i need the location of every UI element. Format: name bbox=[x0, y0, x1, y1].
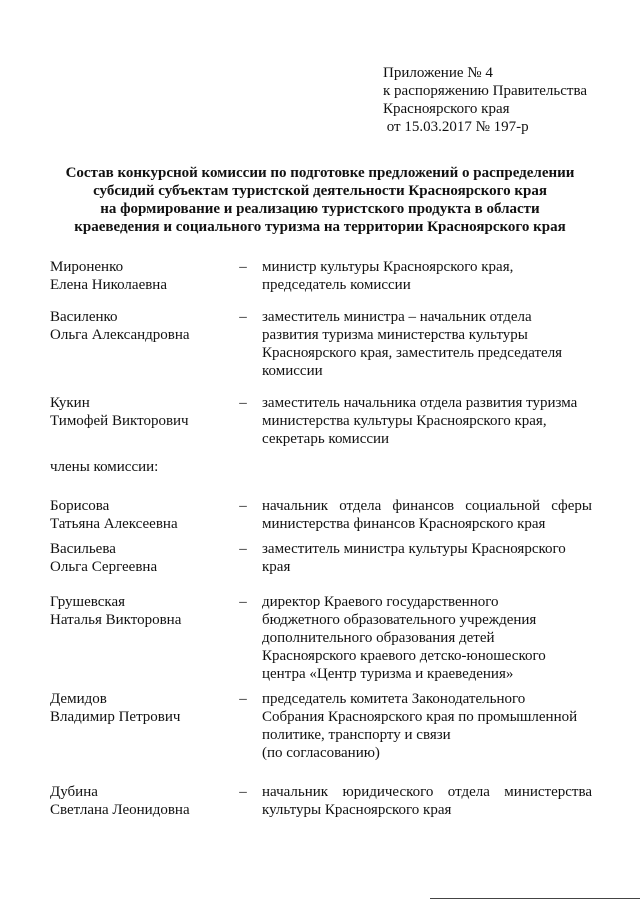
scan-edge-line bbox=[430, 898, 640, 899]
member-surname: Васильева bbox=[50, 541, 116, 557]
member-role bbox=[262, 308, 592, 380]
member-name bbox=[50, 394, 235, 430]
member-role bbox=[262, 593, 592, 683]
appendix-header bbox=[383, 64, 633, 136]
role-line: начальник отдела финансов социальной сферы bbox=[262, 498, 592, 514]
dash-separator: – bbox=[239, 498, 247, 514]
member-name bbox=[50, 783, 235, 819]
member-given-names: Ольга Александровна bbox=[50, 327, 190, 343]
member-name bbox=[50, 308, 235, 344]
member-role bbox=[262, 540, 592, 576]
member-name bbox=[50, 497, 235, 533]
role-line: заместитель министра – начальник отдела bbox=[262, 309, 532, 325]
role-line: Красноярского края, заместитель председателя bbox=[262, 345, 563, 361]
member-given-names: Елена Николаевна bbox=[50, 277, 167, 293]
members-label: члены комиссии: bbox=[50, 459, 159, 475]
role-line: политике, транспорту и связи bbox=[262, 727, 451, 743]
title-line: краеведения и социального туризма на территории Красноярского края bbox=[74, 219, 566, 235]
member-surname: Грушевская bbox=[50, 594, 126, 610]
member-role bbox=[262, 394, 592, 448]
member-surname: Демидов bbox=[50, 691, 107, 707]
role-line: министр культуры Красноярского края, bbox=[262, 259, 514, 275]
appendix-date: от 15.03.2017 № 197-р bbox=[383, 119, 529, 135]
title-line: Состав конкурсной комиссии по подготовке предложений о распределении bbox=[65, 165, 575, 181]
role-line: дополнительного образования детей bbox=[262, 630, 495, 646]
role-line: председатель комиссии bbox=[262, 277, 411, 293]
member-given-names: Татьяна Алексеевна bbox=[50, 516, 178, 532]
role-line: культуры Красноярского края bbox=[262, 802, 452, 818]
role-line: края bbox=[262, 559, 291, 575]
role-line: развития туризма министерства культуры bbox=[262, 327, 528, 343]
member-name bbox=[50, 258, 235, 294]
role-line: министерства финансов Красноярского края bbox=[262, 516, 546, 532]
role-line: Собрания Красноярского края по промышленной bbox=[262, 709, 578, 725]
member-surname: Борисова bbox=[50, 498, 110, 514]
dash-separator: – bbox=[239, 594, 247, 610]
role-line: директор Краевого государственного bbox=[262, 594, 499, 610]
role-line: бюджетного образовательного учреждения bbox=[262, 612, 537, 628]
title-line: субсидий субъектам туристской деятельности Красноярского края bbox=[93, 183, 547, 199]
dash-separator: – bbox=[239, 259, 247, 275]
member-role bbox=[262, 258, 592, 294]
appendix-region: Красноярского края bbox=[383, 101, 510, 117]
member-role bbox=[262, 783, 592, 819]
member-given-names: Ольга Сергеевна bbox=[50, 559, 158, 575]
role-line: (по согласованию) bbox=[262, 745, 380, 761]
dash-separator: – bbox=[239, 309, 247, 325]
member-given-names: Тимофей Викторович bbox=[50, 413, 189, 429]
member-given-names: Светлана Леонидовна bbox=[50, 802, 190, 818]
member-name bbox=[50, 540, 235, 576]
role-line: центра «Центр туризма и краеведения» bbox=[262, 666, 514, 682]
member-surname: Мироненко bbox=[50, 259, 124, 275]
member-given-names: Наталья Викторовна bbox=[50, 612, 182, 628]
dash-separator: – bbox=[239, 395, 247, 411]
role-line: начальник юридического отдела министерства bbox=[262, 784, 592, 800]
role-line: секретарь комиссии bbox=[262, 431, 390, 447]
appendix-ref-line: к распоряжению Правительства bbox=[383, 83, 588, 99]
member-surname: Дубина bbox=[50, 784, 98, 800]
member-role bbox=[262, 497, 592, 533]
appendix-number: Приложение № 4 bbox=[383, 65, 493, 81]
member-name bbox=[50, 690, 235, 726]
role-line: председатель комитета Законодательного bbox=[262, 691, 526, 707]
member-surname: Василенко bbox=[50, 309, 118, 325]
document-title bbox=[40, 164, 600, 236]
role-line: комиссии bbox=[262, 363, 323, 379]
role-line: министерства культуры Красноярского края, bbox=[262, 413, 547, 429]
role-line: заместитель министра культуры Красноярского bbox=[262, 541, 566, 557]
dash-separator: – bbox=[239, 784, 247, 800]
dash-separator: – bbox=[239, 541, 247, 557]
member-name bbox=[50, 593, 235, 629]
member-role bbox=[262, 690, 592, 762]
member-surname: Кукин bbox=[50, 395, 90, 411]
role-line: Красноярского краевого детско-юношеского bbox=[262, 648, 546, 664]
dash-separator: – bbox=[239, 691, 247, 707]
member-given-names: Владимир Петрович bbox=[50, 709, 181, 725]
role-line: заместитель начальника отдела развития туризма bbox=[262, 395, 578, 411]
title-line: на формирование и реализацию туристского продукта в области bbox=[100, 201, 540, 217]
